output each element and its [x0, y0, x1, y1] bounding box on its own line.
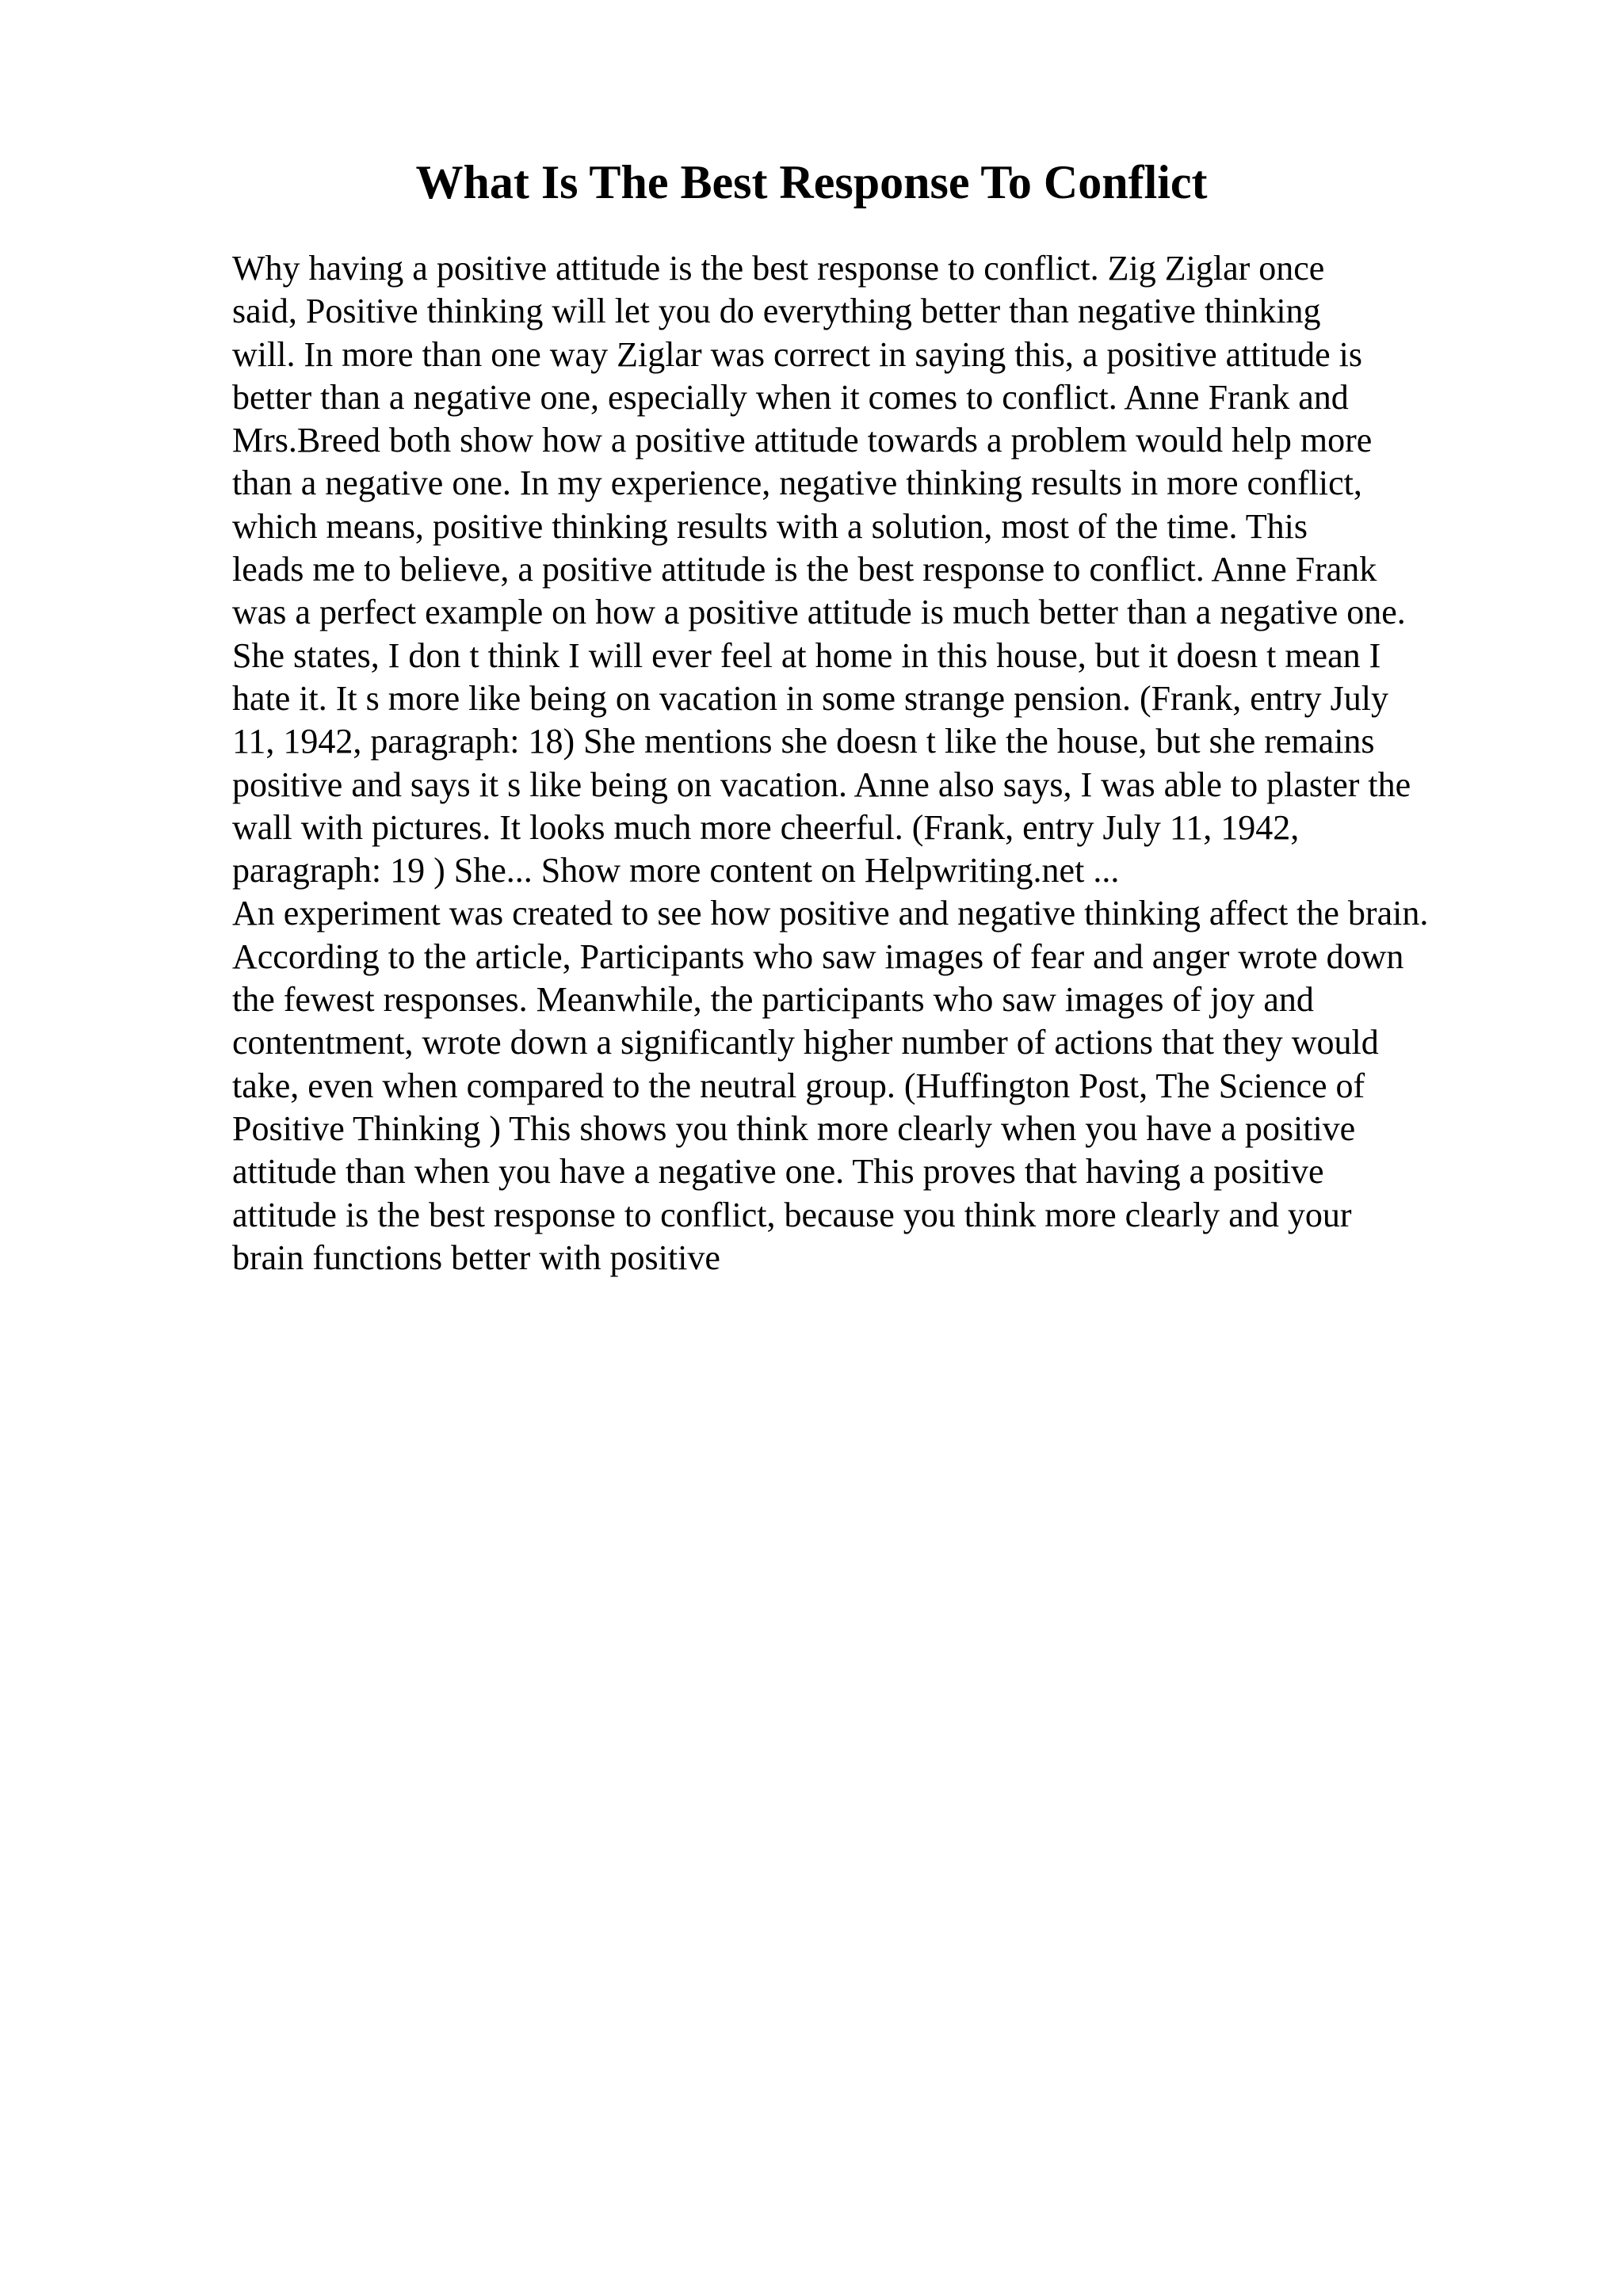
body-line: 11, 1942, paragraph: 18) She mentions she doesn t like the house, but she remains	[232, 722, 1375, 761]
body-line: better than a negative one, especially when it comes to conflict. Anne Frank and	[232, 377, 1349, 417]
body-line: was a perfect example on how a positive attitude is much better than a negative one.	[232, 593, 1406, 632]
body-line: According to the article, Participants who saw images of fear and anger wrote down	[232, 936, 1404, 976]
body-line: which means, positive thinking results with a solution, most of the time. This	[232, 506, 1308, 546]
body-line: hate it. It s more like being on vacation in some strange pension. (Frank, entry July	[232, 678, 1389, 718]
document-title: What Is The Best Response To Conflict	[415, 156, 1208, 208]
document-body	[232, 247, 1532, 1280]
body-line: attitude than when you have a negative one. This proves that having a positive	[232, 1152, 1324, 1192]
body-line: the fewest responses. Meanwhile, the participants who saw images of joy and	[232, 980, 1314, 1020]
body-line: will. In more than one way Ziglar was correct in saying this, a positive attitude is	[232, 334, 1362, 374]
body-line: Why having a positive attitude is the best response to conflict. Zig Ziglar once	[232, 249, 1325, 288]
body-line: leads me to believe, a positive attitude is the best response to conflict. Anne Frank	[232, 550, 1377, 589]
body-line: Mrs.Breed both show how a positive attitude towards a problem would help more	[232, 421, 1373, 460]
body-line: take, even when compared to the neutral group. (Huffington Post, The Science of	[232, 1066, 1365, 1105]
body-line: said, Positive thinking will let you do everything better than negative thinking	[232, 292, 1321, 331]
body-line: wall with pictures. It looks much more cheerful. (Frank, entry July 11, 1942,	[232, 807, 1300, 847]
body-line: contentment, wrote down a significantly higher number of actions that they would	[232, 1023, 1379, 1062]
body-line: She states, I don t think I will ever feel at home in this house, but it doesn t mean I	[232, 635, 1381, 675]
body-line: positive and says it s like being on vacation. Anne also says, I was able to plaster the	[232, 765, 1411, 804]
body-line: Positive Thinking ) This shows you think more clearly when you have a positive	[232, 1108, 1356, 1148]
body-line: paragraph: 19 ) She... Show more content on Helpwriting.net ...	[232, 851, 1120, 891]
body-line: brain functions better with positive	[232, 1238, 720, 1277]
body-line: An experiment was created to see how positive and negative thinking affect the brain.	[232, 894, 1429, 933]
body-line: attitude is the best response to conflict, because you think more clearly and your	[232, 1195, 1352, 1234]
body-line: than a negative one. In my experience, negative thinking results in more conflict,	[232, 463, 1362, 503]
